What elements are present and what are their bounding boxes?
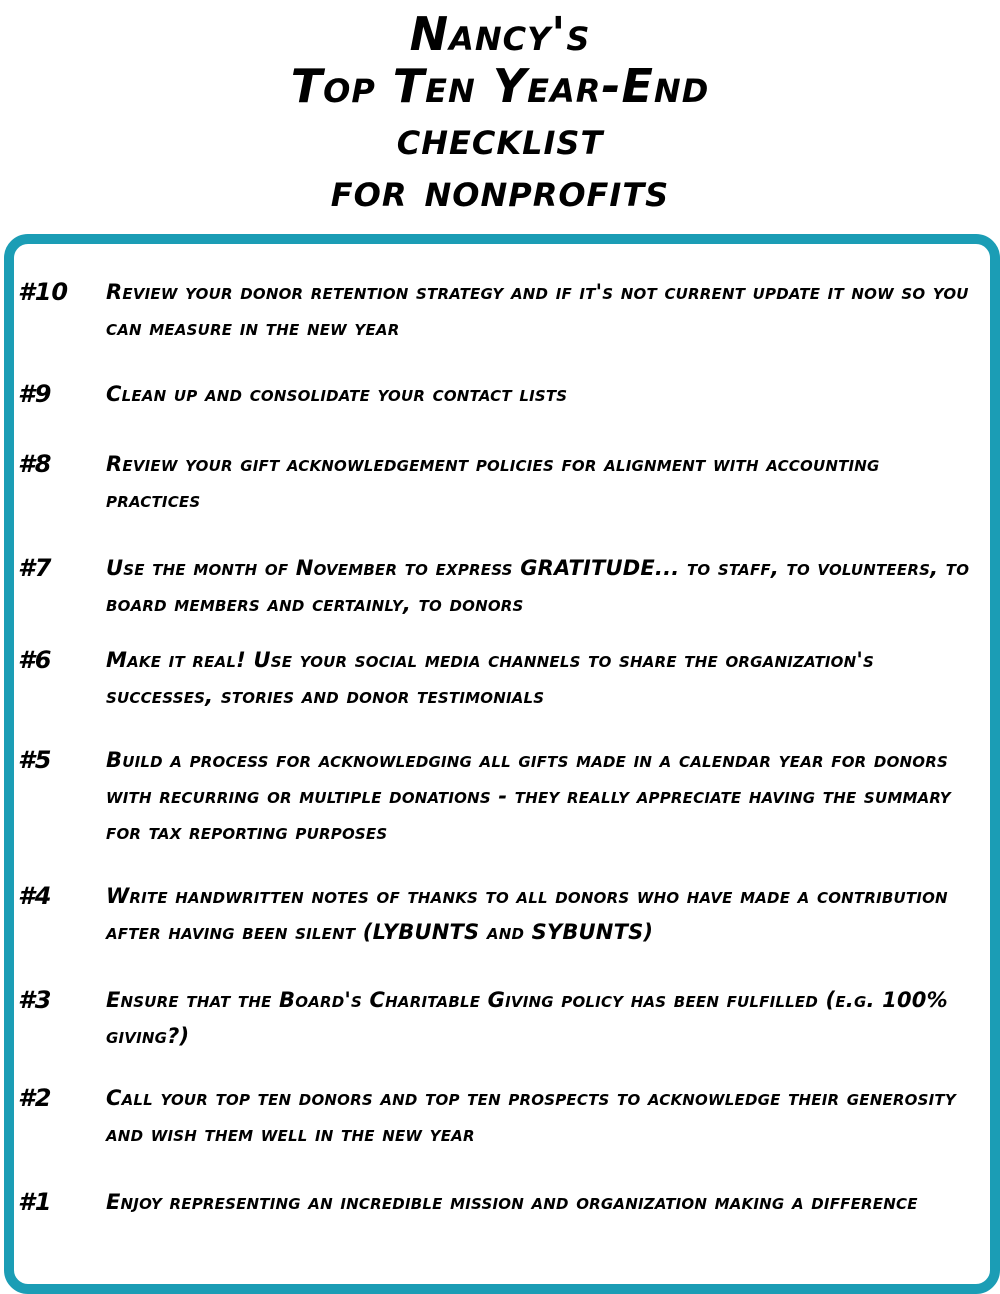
item-text: Review your donor retention strategy and if it's not current update it now so you can measure in the new year	[106, 280, 969, 340]
item-number: #2	[18, 1084, 52, 1112]
title-line-2: Top Ten Year-End	[290, 59, 710, 113]
item-text: Write handwritten notes of thanks to all donors who have made a contribution after having been silent (LYBUNTS and SYBUNTS)	[106, 884, 948, 944]
title-line-1: Nancy's	[409, 7, 591, 61]
item-number: #7	[18, 554, 52, 582]
item-number: #8	[18, 450, 52, 478]
item-number: #9	[18, 380, 52, 408]
title-line-3: checklist	[396, 111, 604, 165]
item-text: Call your top ten donors and top ten prospects to acknowledge their generosity and wish them well in the new year	[106, 1086, 956, 1146]
item-text: Enjoy representing an incredible mission and organization making a difference	[106, 1190, 918, 1214]
item-number: #1	[18, 1188, 52, 1216]
page-title	[0, 8, 1000, 216]
checklist-panel	[4, 234, 1000, 1294]
item-text: Clean up and consolidate your contact lists	[106, 382, 568, 406]
item-number: #6	[18, 646, 52, 674]
item-text: Build a process for acknowledging all gifts made in a calendar year for donors with recurring or multiple donations - they really appreciate having the summary for tax reporting purposes	[106, 748, 951, 844]
item-text: Ensure that the Board's Charitable Giving policy has been fulfilled (e.g. 100% giving?)	[106, 988, 948, 1048]
item-text: Review your gift acknowledgement policies for alignment with accounting practices	[106, 452, 880, 512]
item-number: #5	[18, 746, 52, 774]
item-text: Use the month of November to express GRATITUDE... to staff, to volunteers, to board members and certainly, to donors	[106, 556, 970, 616]
item-text: Make it real! Use your social media channels to share the organization's successes, stories and donor testimonials	[106, 648, 875, 708]
item-number: #10	[18, 278, 69, 306]
title-line-4: for nonprofits	[330, 163, 670, 217]
item-number: #4	[18, 882, 52, 910]
item-number: #3	[18, 986, 52, 1014]
